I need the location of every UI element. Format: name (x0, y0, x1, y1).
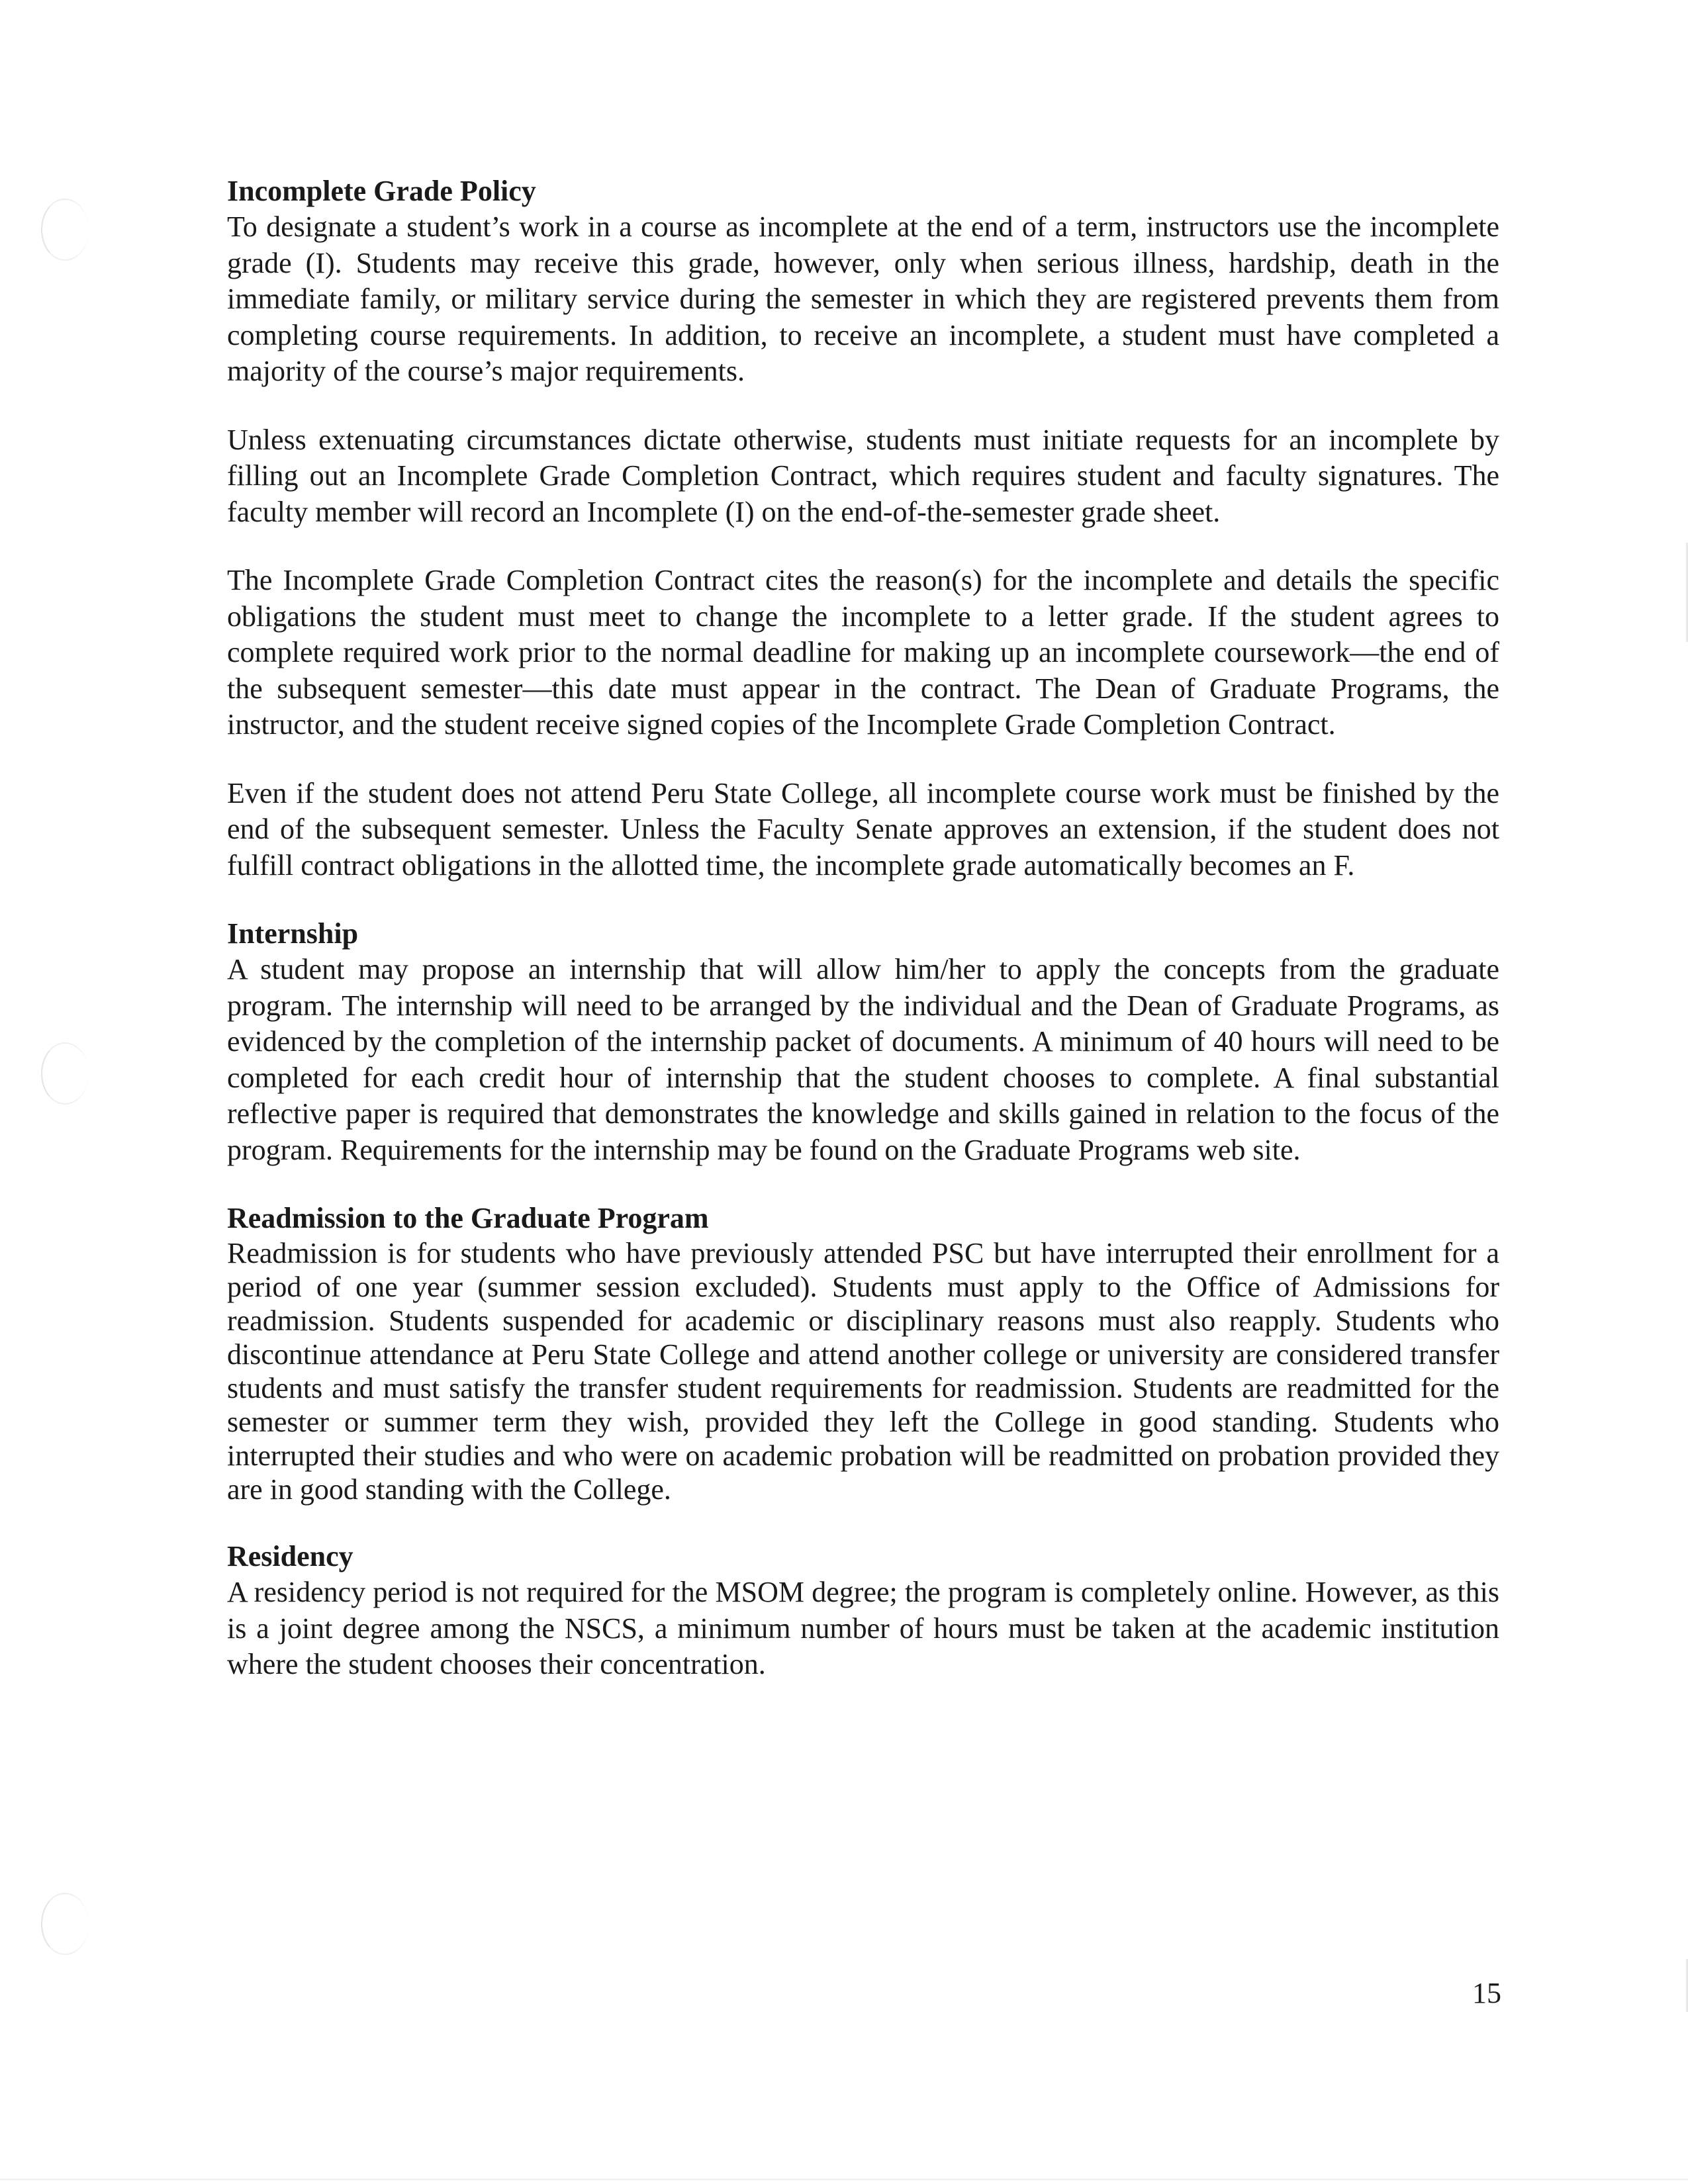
paragraph: A student may propose an internship that will allow him/her to apply the concepts from the graduate program. The internship will need to be arranged by the individual and the Dean of Graduate Programs, as evidenced by the completion of the internship packet of documents. A minimum of 40 hours will need to be completed for each credit hour of internship that the student chooses to complete. A final substantial reflective paper is required that demonstrates the knowledge and skills gained in relation to the focus of the program. Requirements for the internship may be found on the Graduate Programs web site. (227, 953, 1499, 1166)
section-internship (227, 916, 1499, 1168)
page-body (227, 173, 1499, 1683)
paragraph: The Incomplete Grade Completion Contract cites the reason(s) for the incomplete and details the specific obligations the student must meet to change the incomplete to a letter grade. If the student agrees to complete required work prior to the normal deadline for making up an incomplete coursework—the end of the subsequent semester—this date must appear in the contract. The Dean of Graduate Programs, the instructor, and the student receive signed copies of the Incomplete Grade Completion Contract. (227, 564, 1499, 741)
punch-hole-mark (41, 199, 89, 261)
paragraph: A residency period is not required for the MSOM degree; the program is completely online. However, as this is a joint degree among the NSCS, a minimum number of hours must be taken at the academic institution where the student chooses their concentration. (227, 1576, 1499, 1680)
scan-bottom-edge (0, 2179, 1688, 2180)
punch-hole-mark (41, 1042, 89, 1105)
section-heading: Incomplete Grade Policy (227, 175, 536, 207)
section-heading: Residency (227, 1540, 353, 1572)
paragraph: Readmission is for students who have previously attended PSC but have interrupted their enrollment for a period of one year (summer session excluded). Students must apply to the Office of Admissions for readmission. Students suspended for academic or disciplinary reasons must also reapply. Students who discontinue attendance at Peru State College and attend another college or university are considered transfer students and must satisfy the transfer student requirements for readmission. Students are readmitted for the semester or summer term they wish, provided they left the College in good standing. Students who interrupted their studies and who were on academic probation will be readmitted on probation provided they are in good standing with the College. (227, 1237, 1499, 1506)
paragraph: Even if the student does not attend Peru State College, all incomplete course work must be finished by the end of the subsequent semester. Unless the Faculty Senate approves an extension, if the student does not fulfill contract obligations in the allotted time, the incomplete grade automatically becomes an F. (227, 776, 1499, 882)
paragraph: Unless extenuating circumstances dictate otherwise, students must initiate requests for an incomplete by filling out an Incomplete Grade Completion Contract, which requires student and faculty signatures. The faculty member will record an Incomplete (I) on the end-of-the-semester grade sheet. (227, 423, 1499, 528)
section-readmission (227, 1201, 1499, 1506)
section-heading: Internship (227, 917, 359, 950)
section-incomplete-grade-policy (227, 173, 1499, 884)
page-number: 15 (1472, 1977, 1501, 2009)
punch-hole-mark (41, 1893, 89, 1955)
paragraph: To designate a student’s work in a course as incomplete at the end of a term, instructors use the incomplete grade (I). Students may receive this grade, however, only when serious illness, hardship, death in the immediate family, or military service during the semester in which they are registered prevents them from completing course requirements. In addition, to receive an incomplete, a student must have completed a majority of the course’s major requirements. (227, 210, 1499, 387)
section-residency (227, 1539, 1499, 1683)
section-heading: Readmission to the Graduate Program (227, 1202, 709, 1234)
